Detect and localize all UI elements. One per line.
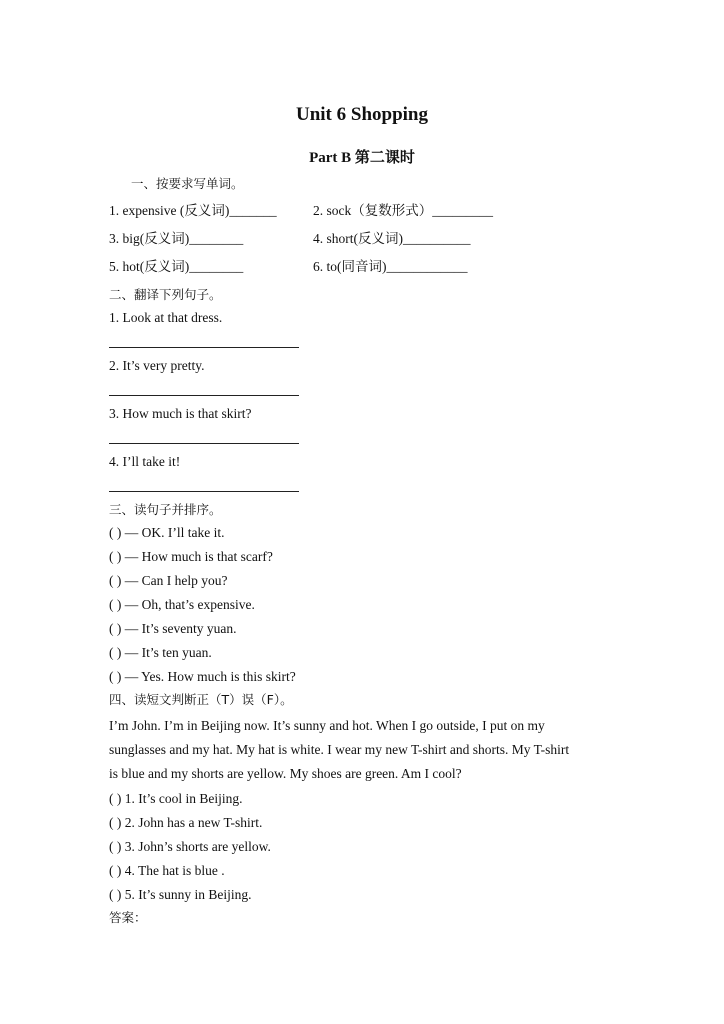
- ordering-item: ( ) — How much is that scarf?: [109, 549, 273, 564]
- ordering-item: ( ) — Can I help you?: [109, 573, 228, 588]
- exercise-item: 6. to(同音词)____________: [313, 259, 468, 274]
- judgement-item: ( ) 5. It’s sunny in Beijing.: [109, 887, 252, 902]
- section4-heading: 四、读短文判断正（T）误（F）。: [109, 692, 293, 707]
- exercise-item: 4. short(反义词)__________: [313, 231, 471, 246]
- passage-line: I’m John. I’m in Beijing now. It’s sunny and hot. When I go outside, I put on my: [109, 718, 545, 733]
- passage-line: is blue and my shorts are yellow. My shoes are green. Am I cool?: [109, 766, 462, 781]
- ordering-item: ( ) — It’s seventy yuan.: [109, 621, 237, 636]
- translation-item: 3. How much is that skirt?: [109, 406, 252, 421]
- translation-item: 1. Look at that dress.: [109, 310, 223, 325]
- ordering-item: ( ) — It’s ten yuan.: [109, 645, 212, 660]
- page-title: Unit 6 Shopping: [295, 104, 428, 125]
- ordering-item: ( ) — OK. I’ll take it.: [109, 525, 225, 540]
- answer-label: 答案：: [109, 910, 147, 925]
- ordering-item: ( ) — Yes. How much is this skirt?: [109, 669, 296, 684]
- judgement-item: ( ) 3. John’s shorts are yellow.: [109, 839, 271, 854]
- section2-heading: 二、翻译下列句子。: [109, 287, 222, 302]
- exercise-item: 1. expensive (反义词)_______: [109, 203, 277, 218]
- passage-line: sunglasses and my hat. My hat is white. I wear my new T-shirt and shorts. My T-shirt: [109, 742, 570, 757]
- section3-heading: 三、读句子并排序。: [109, 502, 222, 517]
- answer-line: [109, 443, 299, 444]
- ordering-item: ( ) — Oh, that’s expensive.: [109, 597, 255, 612]
- answer-line: [109, 347, 299, 348]
- judgement-item: ( ) 1. It’s cool in Beijing.: [109, 791, 243, 806]
- section1-heading: 一、按要求写单词。: [131, 176, 244, 191]
- translation-item: 2. It’s very pretty.: [109, 358, 205, 373]
- judgement-item: ( ) 4. The hat is blue .: [109, 863, 225, 878]
- translation-item: 4. I’ll take it!: [109, 454, 181, 469]
- page-subtitle: Part B 第二课时: [309, 150, 415, 166]
- answer-line: [109, 491, 299, 492]
- judgement-item: ( ) 2. John has a new T-shirt.: [109, 815, 263, 830]
- exercise-item: 5. hot(反义词)________: [109, 259, 244, 274]
- exercise-item: 3. big(反义词)________: [109, 231, 244, 246]
- answer-line: [109, 395, 299, 396]
- exercise-item: 2. sock（复数形式）_________: [313, 203, 493, 218]
